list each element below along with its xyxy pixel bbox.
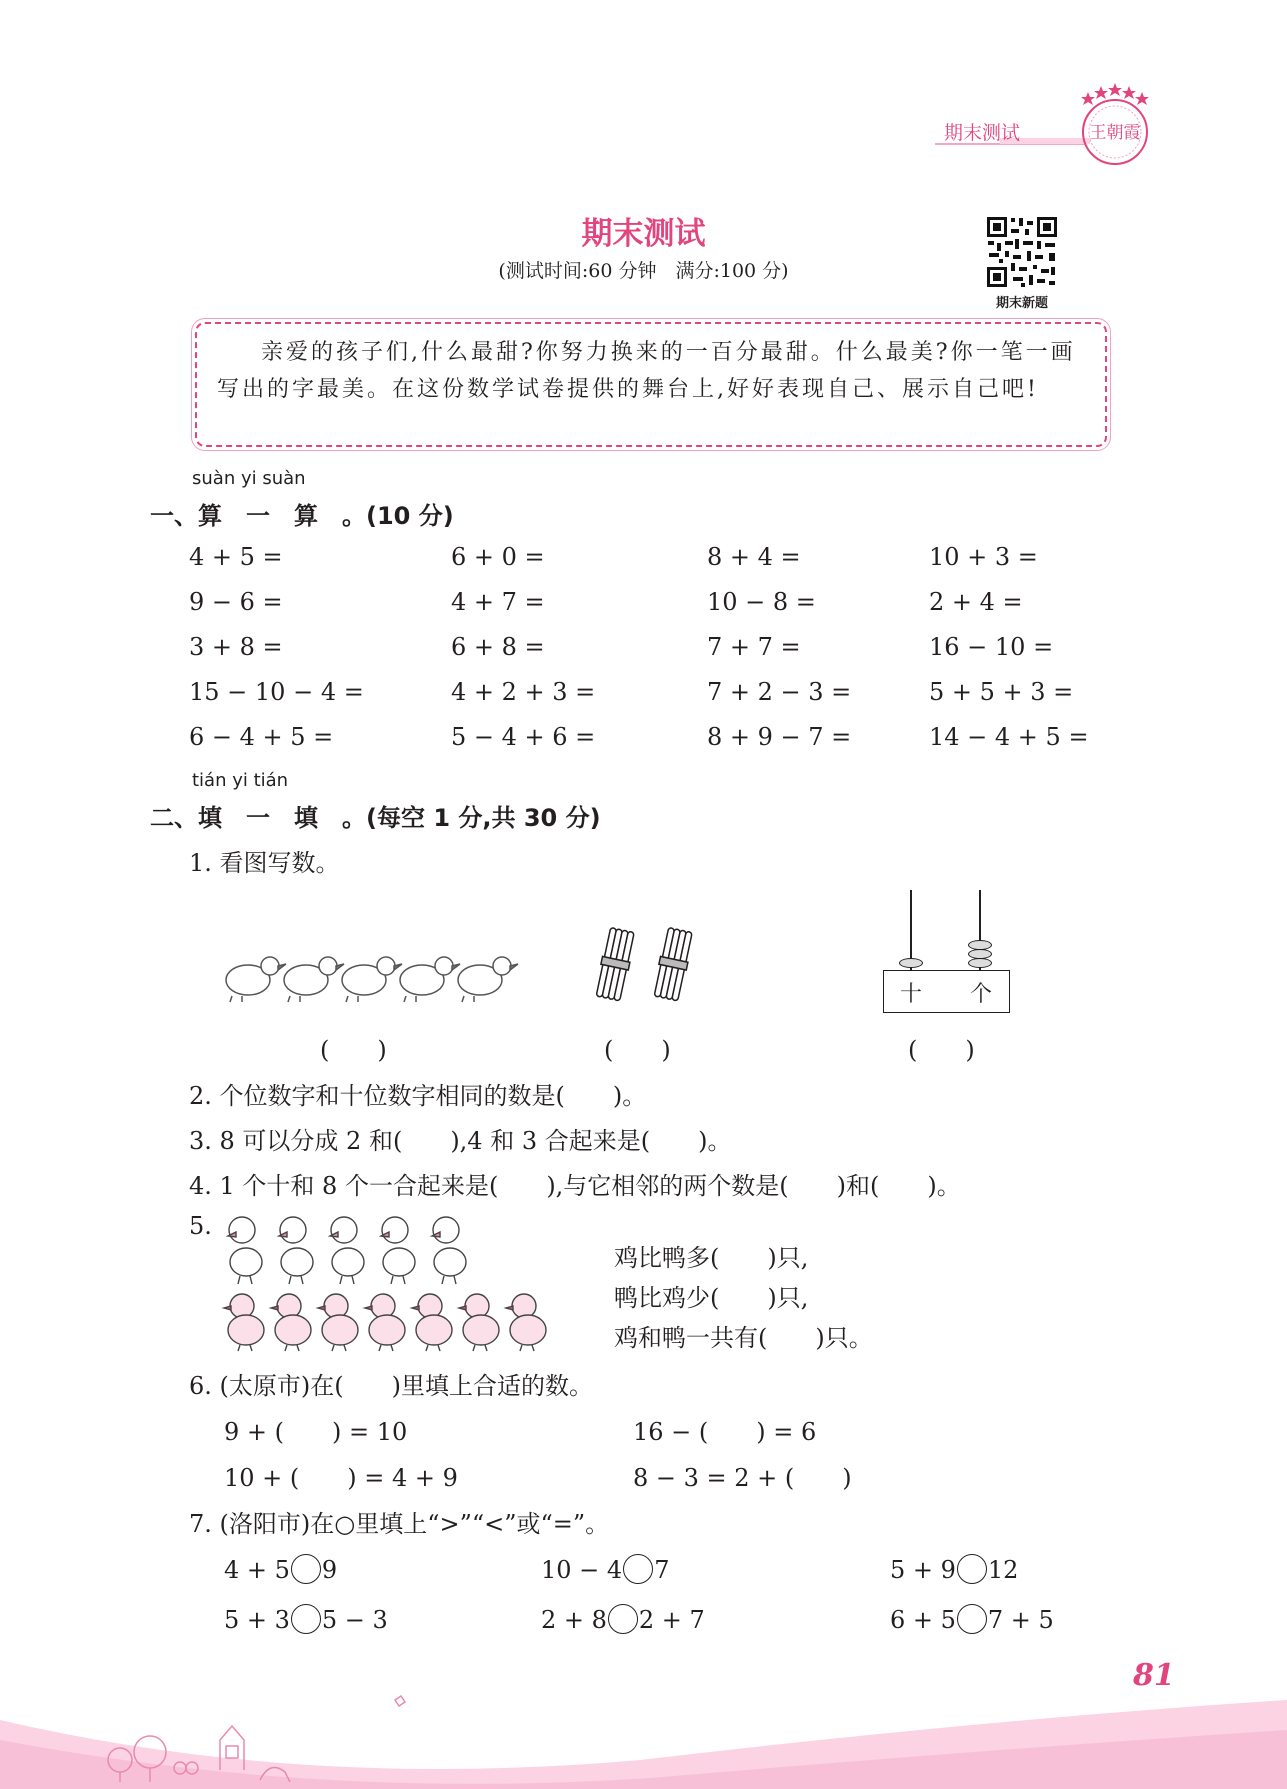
compare-item: 4 + 5 9 [224, 1556, 338, 1584]
equation: 2 + 4 = [929, 588, 1023, 616]
compare-circle[interactable] [291, 1554, 321, 1584]
equation: 14 − 4 + 5 = [929, 723, 1089, 751]
equation: 7 + 7 = [707, 633, 801, 661]
test-info: (测试时间:60 分钟 满分:100 分) [498, 260, 789, 282]
equation: 7 + 2 − 3 = [707, 678, 852, 706]
compare-item: 5 + 9 12 [890, 1556, 1019, 1584]
brand-logo-icon [1070, 80, 1160, 170]
section1-heading: 一、算 一 算 。(10 分) [150, 502, 454, 530]
question-4: 4. 1 个十和 8 个一合起来是( ),与它相邻的两个数是( )和( )。 [189, 1172, 961, 1200]
equation: 15 − 10 − 4 = [189, 678, 364, 706]
equation: 5 − 4 + 6 = [451, 723, 596, 751]
chicks-image-icon [220, 1290, 560, 1352]
compare-circle[interactable] [608, 1604, 638, 1634]
fill-equation: 9 + ( ) = 10 [224, 1418, 408, 1446]
question-6: 6. (太原市)在( )里填上合适的数。 [189, 1372, 593, 1400]
equation: 9 − 6 = [189, 588, 283, 616]
fill-equation: 10 + ( ) = 4 + 9 [224, 1464, 458, 1492]
qr-code-icon [985, 215, 1059, 289]
question-7: 7. (洛阳市)在○里填上“>”“<”或“=”。 [189, 1510, 610, 1538]
answer-blank[interactable]: ( ) [908, 1036, 975, 1064]
compare-item: 10 − 4 7 [541, 1556, 670, 1584]
q5-line: 鸡和鸭一共有( )只。 [614, 1324, 873, 1352]
abacus-bead [968, 940, 992, 950]
page-title: 期末测试 [581, 216, 706, 252]
answer-blank[interactable]: ( ) [604, 1036, 671, 1064]
compare-circle[interactable] [957, 1554, 987, 1584]
compare-circle[interactable] [291, 1604, 321, 1634]
ducks-image-icon [220, 1212, 480, 1286]
compare-item: 6 + 5 7 + 5 [890, 1606, 1054, 1634]
compare-item: 2 + 8 2 + 7 [541, 1606, 705, 1634]
q5-line: 鸭比鸡少( )只, [614, 1284, 809, 1312]
section2-pinyin: tián yi tián [192, 770, 289, 791]
equation: 8 + 9 − 7 = [707, 723, 852, 751]
equation: 6 + 0 = [451, 543, 545, 571]
equation: 4 + 5 = [189, 543, 283, 571]
intro-message: 亲爱的孩子们,什么最甜?你努力换来的一百分最甜。什么最美?你一笔一画写出的字最美。在这份数学试卷提供的舞台上,好好表现自己、展示自己吧! [195, 322, 1107, 447]
q5-line: 鸡比鸭多( )只, [614, 1244, 809, 1272]
section1-pinyin: suàn yi suàn [192, 468, 306, 489]
abacus-bead [968, 958, 992, 968]
qr-caption: 期末新题 [995, 296, 1048, 311]
abacus-bead [968, 949, 992, 959]
section2-heading: 二、填 一 填 。(每空 1 分,共 30 分) [150, 804, 601, 832]
svg-text:王朝霞: 王朝霞 [1089, 123, 1141, 143]
question-2: 2. 个位数字和十位数字相同的数是( )。 [189, 1082, 647, 1110]
equation: 4 + 2 + 3 = [451, 678, 596, 706]
abacus-tens-label: 十 [900, 982, 923, 1007]
page-number: 81 [1133, 1658, 1175, 1693]
compare-item: 5 + 3 5 − 3 [224, 1606, 388, 1634]
abacus-bead [899, 958, 923, 968]
answer-blank[interactable]: ( ) [320, 1036, 387, 1064]
fill-equation: 16 − ( ) = 6 [633, 1418, 817, 1446]
question-3: 3. 8 可以分成 2 和( ),4 和 3 合起来是( )。 [189, 1127, 732, 1155]
equation: 5 + 5 + 3 = [929, 678, 1074, 706]
equation: 6 + 8 = [451, 633, 545, 661]
header-label: 期末测试 [944, 122, 1021, 144]
equation: 6 − 4 + 5 = [189, 723, 334, 751]
equation: 4 + 7 = [451, 588, 545, 616]
compare-circle[interactable] [957, 1604, 987, 1634]
footer-wave-decoration [0, 1660, 1287, 1789]
equation: 10 + 3 = [929, 543, 1038, 571]
equation: 16 − 10 = [929, 633, 1054, 661]
equation: 8 + 4 = [707, 543, 801, 571]
fill-equation: 8 − 3 = 2 + ( ) [633, 1464, 852, 1492]
stick-bundles-icon [585, 925, 705, 1007]
question-5: 5. [189, 1212, 212, 1240]
question-1: 1. 看图写数。 [189, 849, 340, 877]
compare-circle[interactable] [623, 1554, 653, 1584]
birds-image-icon [222, 948, 522, 1004]
abacus-ones-label: 个 [970, 982, 993, 1007]
equation: 3 + 8 = [189, 633, 283, 661]
equation: 10 − 8 = [707, 588, 816, 616]
